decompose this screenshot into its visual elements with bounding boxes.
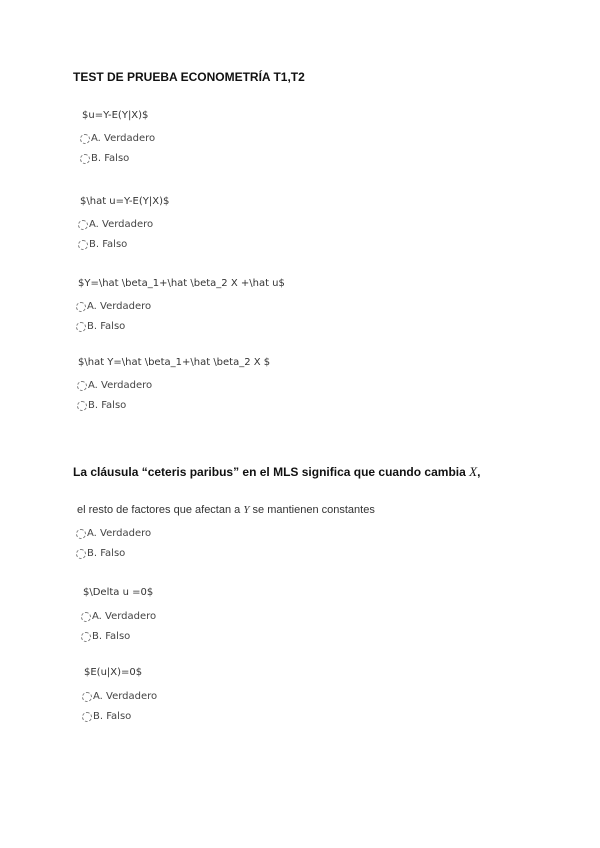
question-3-statement: $Y=\hat \beta_1+\hat \beta_2 X +\hat u$	[78, 278, 285, 289]
option-label: B. Falso	[87, 548, 126, 559]
question-4-statement: $\hat Y=\hat \beta_1+\hat \beta_2 X $	[78, 357, 271, 368]
question-6-statement: $\Delta u =0$	[83, 587, 154, 598]
question-2-statement: $\hat u=Y-E(Y|X)$	[80, 196, 170, 207]
ceteris-option-b[interactable]	[76, 548, 125, 559]
ceteris-paribus-statement	[77, 504, 375, 516]
ceteris-option-a[interactable]	[76, 528, 151, 539]
option-label: A. Verdadero	[91, 133, 156, 144]
section-2-heading-variable: X	[469, 464, 478, 479]
radio-icon[interactable]	[78, 220, 88, 230]
page-title: TEST DE PRUEBA ECONOMETRÍA T1,T2	[73, 70, 305, 84]
question-4-option-a[interactable]	[77, 380, 152, 391]
question-7-option-b[interactable]	[82, 711, 131, 722]
question-3-option-a[interactable]	[76, 301, 151, 312]
question-6-option-a[interactable]	[81, 611, 156, 622]
radio-icon[interactable]	[81, 632, 91, 642]
radio-icon[interactable]	[77, 381, 87, 391]
option-label: A. Verdadero	[92, 611, 157, 622]
statement-post: se mantienen constantes	[252, 504, 375, 516]
question-2-option-b[interactable]	[78, 239, 127, 250]
radio-icon[interactable]	[76, 302, 86, 312]
statement-pre: el resto de factores que afectan a	[77, 504, 241, 516]
option-label: B. Falso	[88, 400, 127, 411]
question-1-statement: $u=Y-E(Y|X)$	[82, 110, 149, 121]
radio-icon[interactable]	[76, 322, 86, 332]
question-7-statement: $E(u|X)=0$	[84, 667, 143, 678]
option-label: A. Verdadero	[93, 691, 158, 702]
question-3-option-b[interactable]	[76, 321, 125, 332]
option-label: A. Verdadero	[87, 528, 152, 539]
radio-icon[interactable]	[76, 529, 86, 539]
radio-icon[interactable]	[81, 612, 91, 622]
section-2-heading-end: ,	[477, 465, 481, 479]
radio-icon[interactable]	[82, 712, 92, 722]
statement-variable: Y	[243, 504, 250, 516]
option-label: A. Verdadero	[89, 219, 154, 230]
option-label: A. Verdadero	[88, 380, 153, 391]
radio-icon[interactable]	[77, 401, 87, 411]
radio-icon[interactable]	[78, 240, 88, 250]
option-label: B. Falso	[87, 321, 126, 332]
radio-icon[interactable]	[82, 692, 92, 702]
radio-icon[interactable]	[80, 134, 90, 144]
option-label: B. Falso	[91, 153, 130, 164]
question-6-option-b[interactable]	[81, 631, 130, 642]
option-label: B. Falso	[89, 239, 128, 250]
question-7-option-a[interactable]	[82, 691, 157, 702]
option-label: B. Falso	[92, 631, 131, 642]
question-1-option-b[interactable]	[80, 153, 129, 164]
radio-icon[interactable]	[76, 549, 86, 559]
question-4-option-b[interactable]	[77, 400, 126, 411]
question-1-option-a[interactable]	[80, 133, 155, 144]
option-label: B. Falso	[93, 711, 132, 722]
section-2-heading	[73, 464, 480, 480]
question-2-option-a[interactable]	[78, 219, 153, 230]
radio-icon[interactable]	[80, 154, 90, 164]
option-label: A. Verdadero	[87, 301, 152, 312]
section-2-heading-text: La cláusula “ceteris paribus” en el MLS significa que cuando cambia	[73, 465, 466, 479]
